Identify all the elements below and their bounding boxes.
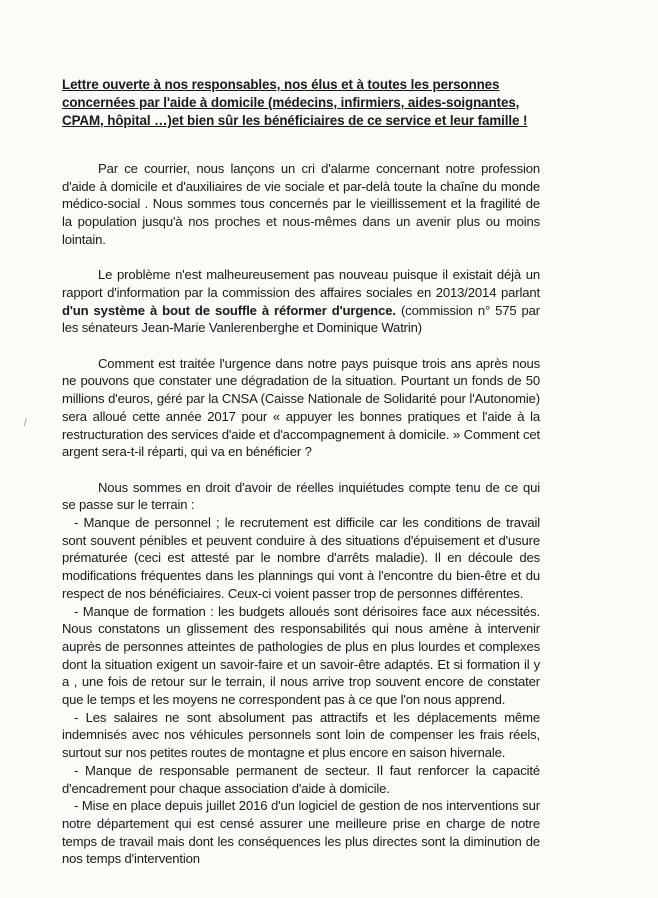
report-emphasis: d'un système à bout de souffle à réformer d'urgence.: [62, 302, 396, 318]
paragraph-urgency: Comment est traitée l'urgence dans notre pays puisque trois ans après nous ne pouvons que constater une dégradation de la situation. Pourtant un fonds de 50 millions d'euros, géré par la CNSA (Caisse Nationale de Solidarité pour l'Autonomie) sera alloué cette année 2017 pour « appuyer les bonnes pratiques et l'aide à la restructuration des services d'aide et d'accompagnement à domicile. » Comment cet argent sera-t-il réparti, qui va en bénéficier ?: [62, 355, 540, 460]
list-item-training: - Manque de formation : les budgets alloués sont dérisoires face aux nécessités. Nous constatons un glissement des responsabilités qui nous amène à intervenir auprès de personnes atteintes de pathologies de plus en plus lourdes et complexes dont la situation exigent un savoir-faire et un savoir-être adaptés. Et si formation il y a , une fois de retour sur le terrain, il nous arrive trop souvent encore de constater que le temps et les moyens ne correspondent pas à ce que l'on nous apprend.: [62, 603, 540, 708]
letter-title: Lettre ouverte à nos responsables, nos élus et à toutes les personnes concernées par l'aide à domicile (médecins, infirmiers, aides-soignantes, CPAM, hôpital …)et bien sûr les bénéficiaires de ce service et leur famille !: [62, 77, 528, 128]
list-item-salaries: - Les salaires ne sont absolument pas attractifs et les déplacements même indemnisés avec nos véhicules personnels sont loin de compenser les frais réels, surtout sur nos petites routes de montagne et plus encore en saison hivernale.: [62, 709, 540, 761]
paragraph-report: [62, 266, 540, 337]
list-item-staff: - Manque de personnel ; le recrutement est difficile car les conditions de travail sont souvent pénibles et peuvent conduire à des situations d'épuisement et d'usure prématurée (ceci est attesté par le nombre d'arrêts maladie). Il en découle des modifications fréquentes dans les plannings qui vont à l'encontre du bien-être et du respect de nos bénéficiaires. Ceux-ci voient passer trop de personnes différentes.: [62, 515, 540, 601]
report-text-after: (commission n° 575 par les sénateurs Jean-Marie Vanlerenberghe et Dominique Watrin): [62, 302, 541, 336]
report-text-before: Le problème n'est malheureusement pas nouveau puisque il existait déjà un rapport d'information par la commission des affaires sociales en 2013/2014 parlant: [62, 267, 540, 300]
margin-mark: /: [24, 418, 27, 429]
paragraph-concerns: Nous sommes en droit d'avoir de réelles inquiétudes compte tenu de ce qui se passe sur le terrain :: [62, 479, 540, 513]
paragraph-intro: Par ce courrier, nous lançons un cri d'alarme concernant notre profession d'aide à domicile et d'auxiliaires de vie sociale et par-delà toute la chaîne du monde médico-social . Nous sommes tous concernés par le vieillissement et la fragilité de la population jusqu'à nos proches et nous-mêmes dans un avenir plus ou moins lointain.: [62, 161, 540, 247]
list-item-management: - Manque de responsable permanent de secteur. Il faut renforcer la capacité d'encadrement pour chaque association d'aide à domicile.: [62, 762, 540, 796]
list-item-software: - Mise en place depuis juillet 2016 d'un logiciel de gestion de nos interventions sur notre département qui est censé assurer une meilleure prise en charge de notre temps de travail mais dont les conséquences les plus directes sont la diminution de nos temps d'intervention: [62, 798, 540, 867]
letter-body: [62, 160, 540, 868]
